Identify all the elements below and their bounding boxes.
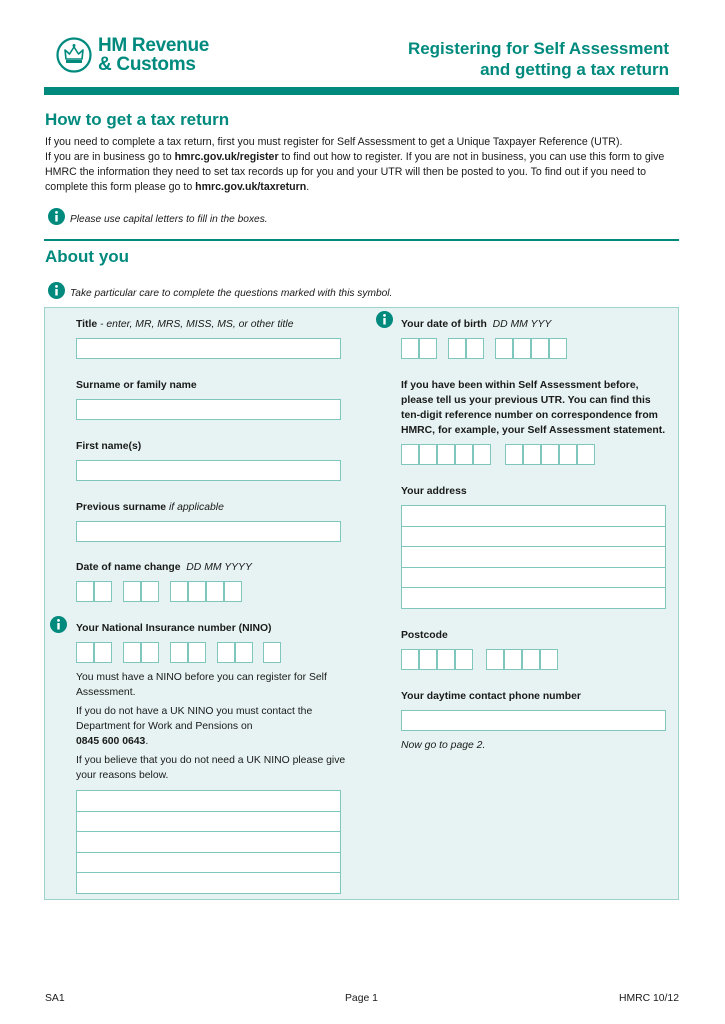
nino-reasons-input[interactable]: [76, 790, 341, 894]
date-cell[interactable]: [141, 581, 159, 602]
info-icon: [48, 208, 65, 225]
utr-cell[interactable]: [455, 444, 473, 465]
surname-input[interactable]: [76, 399, 341, 420]
postcode-cell[interactable]: [401, 649, 419, 670]
postcode-cell[interactable]: [522, 649, 540, 670]
phone-label: Your daytime contact phone number: [401, 691, 581, 702]
nino-cell[interactable]: [94, 642, 112, 663]
nino-cell[interactable]: [188, 642, 206, 663]
logo-line2: & Customs: [98, 54, 196, 75]
dob-cell[interactable]: [531, 338, 549, 359]
utr-cell[interactable]: [505, 444, 523, 465]
nino-cell[interactable]: [263, 642, 281, 663]
info-icon: [50, 616, 67, 633]
utr-cell[interactable]: [541, 444, 559, 465]
info-icon: [376, 311, 393, 328]
dob-label: Your date of birth DD MM YYY: [401, 319, 552, 330]
info-icon: [48, 282, 65, 299]
date-cell[interactable]: [188, 581, 206, 602]
date-cell[interactable]: [123, 581, 141, 602]
postcode-cell[interactable]: [437, 649, 455, 670]
utr-cell[interactable]: [577, 444, 595, 465]
form-title-line1: Registering for Self Assessment: [407, 39, 669, 58]
nino-cell[interactable]: [170, 642, 188, 663]
dob-cell[interactable]: [513, 338, 531, 359]
firstname-label: First name(s): [76, 441, 142, 452]
utr-cell[interactable]: [419, 444, 437, 465]
utr-cell[interactable]: [473, 444, 491, 465]
header-rule: [44, 87, 679, 95]
utr-label: If you have been within Self Assessment before, please tell us your previous UTR. You can find this ten-digit reference number on correspondence from HMRC, for example, your Self Assessment statement.: [401, 380, 666, 436]
taxreturn-link[interactable]: hmrc.gov.uk/taxreturn: [195, 181, 307, 193]
nino-reasons-text: If you believe that you do not need a UK NINO please give your reasons below.: [76, 755, 346, 781]
intro-line2: If you are in business go to hmrc.gov.uk/register to find out how to register. If you are not in business, you can use this form to give HMRC the information they need to set tax records up for you and your UTR will then be posted to you. To find out if you need to complete this form please go to hmrc.gov.uk/taxreturn.: [45, 151, 665, 193]
crown-crest-icon: [56, 37, 92, 73]
postcode-label: Postcode: [401, 630, 448, 641]
dob-cell[interactable]: [495, 338, 513, 359]
dob-cell[interactable]: [549, 338, 567, 359]
dob-cell[interactable]: [419, 338, 437, 359]
dwp-phone: 0845 600 0643: [76, 736, 146, 747]
form-version: HMRC 10/12: [618, 993, 679, 1004]
about-you-heading: About you: [45, 247, 130, 266]
form-title: [369, 38, 669, 80]
postcode-cell[interactable]: [455, 649, 473, 670]
hmrc-logo: [56, 37, 216, 77]
prev-surname-label: Previous surname if applicable: [76, 502, 224, 513]
intro-text: [45, 135, 685, 195]
address-label: Your address: [401, 486, 467, 497]
date-cell[interactable]: [94, 581, 112, 602]
surname-label: Surname or family name: [76, 380, 197, 391]
how-to-heading: How to get a tax return: [45, 110, 230, 129]
postcode-cell[interactable]: [504, 649, 522, 670]
utr-cell[interactable]: [559, 444, 577, 465]
nino-cell[interactable]: [76, 642, 94, 663]
address-input[interactable]: [401, 505, 666, 609]
utr-cell[interactable]: [401, 444, 419, 465]
name-change-label: Date of name change DD MM YYYY: [76, 562, 252, 573]
title-label: Title - enter, MR, MRS, MISS, MS, or other title: [76, 319, 294, 330]
date-cell[interactable]: [206, 581, 224, 602]
nino-cell[interactable]: [123, 642, 141, 663]
utr-cell[interactable]: [523, 444, 541, 465]
form-code: SA1: [45, 993, 65, 1004]
nino-requirement-text: You must have a NINO before you can register for Self Assessment.: [76, 672, 327, 698]
register-link[interactable]: hmrc.gov.uk/register: [174, 151, 279, 163]
postcode-cell[interactable]: [540, 649, 558, 670]
postcode-cell[interactable]: [419, 649, 437, 670]
postcode-cell[interactable]: [486, 649, 504, 670]
date-cell[interactable]: [76, 581, 94, 602]
next-page-note: Now go to page 2.: [401, 740, 486, 751]
firstname-input[interactable]: [76, 460, 341, 481]
nino-label: Your National Insurance number (NINO): [76, 623, 272, 634]
prev-surname-input[interactable]: [76, 521, 341, 542]
nino-cell[interactable]: [217, 642, 235, 663]
utr-cell[interactable]: [437, 444, 455, 465]
section-rule: [44, 239, 679, 241]
form-title-line2: and getting a tax return: [480, 60, 669, 79]
dob-cell[interactable]: [401, 338, 419, 359]
dob-cell[interactable]: [448, 338, 466, 359]
date-cell[interactable]: [170, 581, 188, 602]
page-number: Page 1: [345, 993, 378, 1004]
nino-cell[interactable]: [141, 642, 159, 663]
phone-input[interactable]: [401, 710, 666, 731]
title-input[interactable]: [76, 338, 341, 359]
nino-contact-text: If you do not have a UK NINO you must contact the Department for Work and Pensions on 0845 600 0643.: [76, 706, 313, 747]
date-cell[interactable]: [224, 581, 242, 602]
intro-line1: If you need to complete a tax return, first you must register for Self Assessment to get a Unique Taxpayer Reference (UTR).: [45, 136, 623, 148]
logo-line1: HM Revenue: [98, 35, 210, 56]
dob-cell[interactable]: [466, 338, 484, 359]
about-you-panel: [44, 307, 679, 900]
nino-cell[interactable]: [235, 642, 253, 663]
